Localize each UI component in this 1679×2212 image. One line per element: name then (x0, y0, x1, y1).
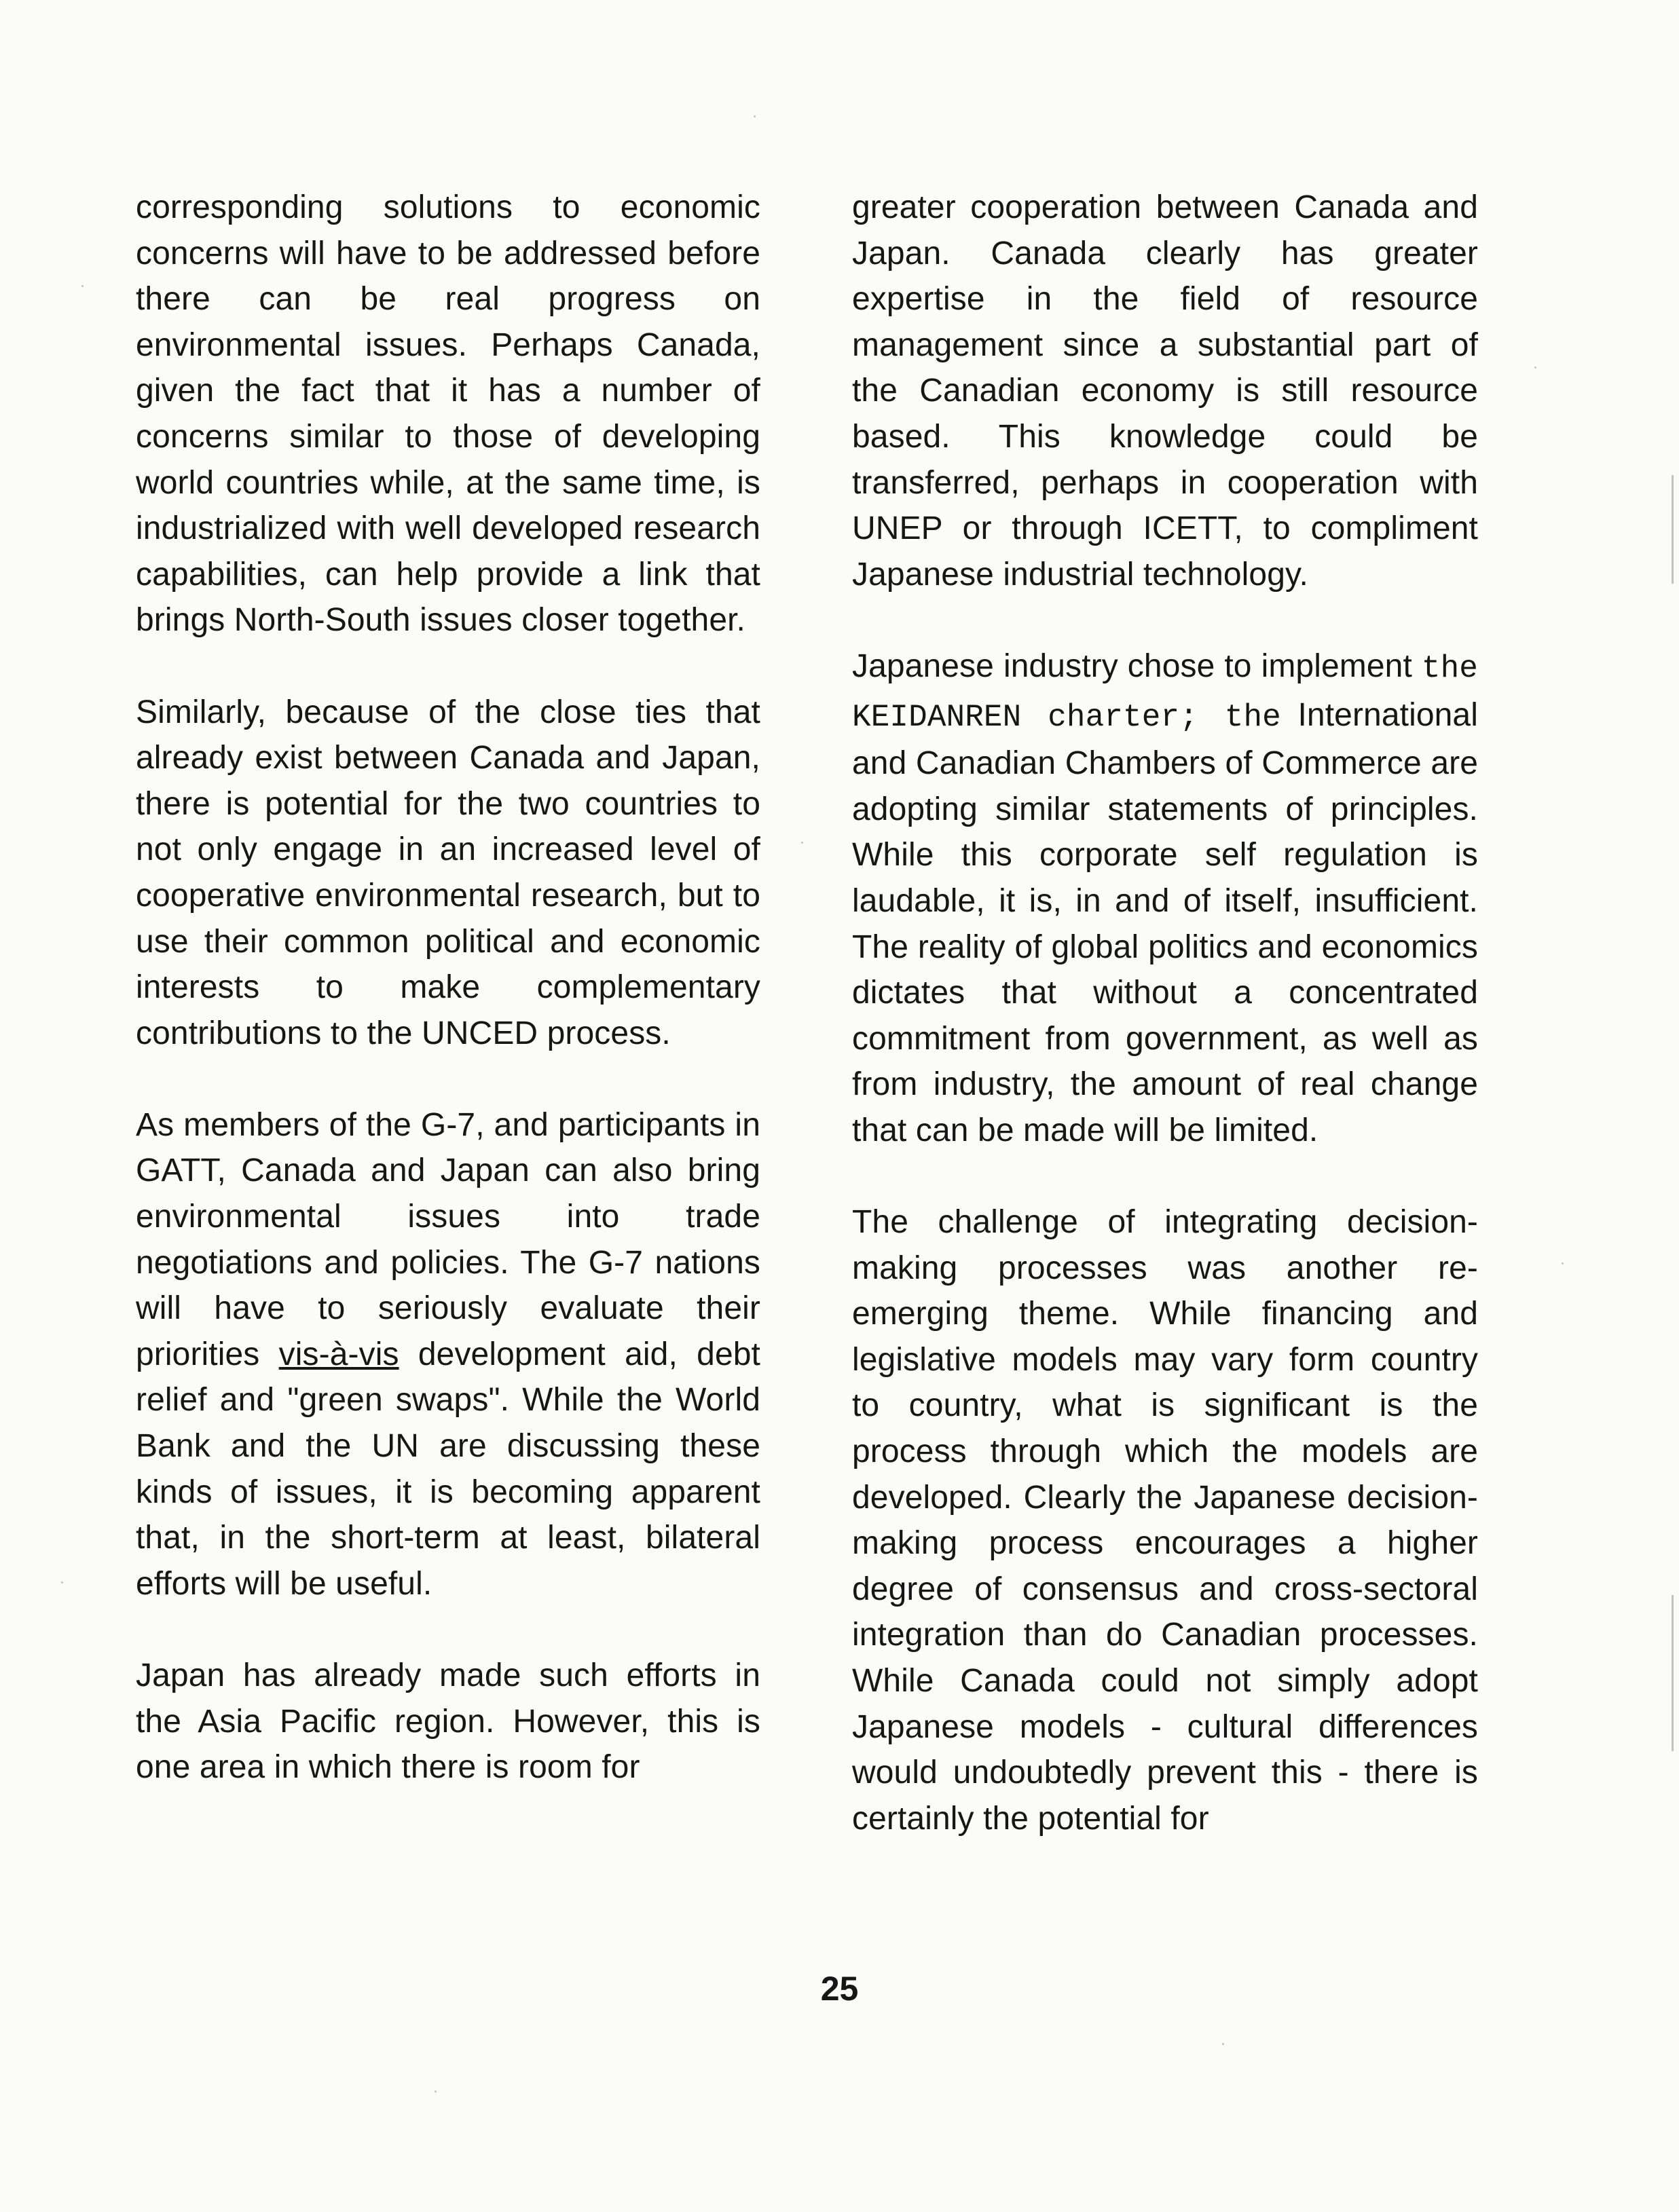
vis-a-vis-underlined: vis-à-vis (278, 1336, 399, 1372)
right-paragraph-2-text-a: Japanese industry chose to implement (852, 648, 1422, 684)
left-paragraph-3-text-b: development aid, debt relief and "green swaps". While the World Bank and the UN are discussing these kinds of issues, it is becoming apparent that, in the short-term at least, bilateral efforts will be useful. (136, 1336, 760, 1602)
right-paragraph-3: The challenge of integrating decision-making processes was another re-emerging theme. While financing and legislative models may vary form country to country, what is significant is the process through which the models are developed. Clearly the Japanese decision-making process encourages a higher degree of consensus and cross-sectoral integration than do Canadian processes. While Canada could not simply adopt Japanese models - cultural differences would undoubtedly prevent this - there is certainly the potential for (852, 1204, 1478, 1837)
scan-speckle (1562, 1262, 1564, 1264)
right-paragraph-1: greater cooperation between Canada and Japan. Canada clearly has greater expertise in the field of resource management since a substantial part of the Canadian economy is still resource based. This knowledge could be transferred, perhaps in cooperation with UNEP or through ICETT, to compliment Japanese industrial technology. (852, 189, 1478, 593)
scan-speckle (754, 115, 756, 117)
scan-edge-mark (1672, 1595, 1674, 1751)
scan-speckle (61, 1581, 63, 1583)
right-paragraph-2-text-b: International and Canadian Chambers of Commerce are adopting similar statements of principles. While this corporate self regulation is laudable, it is, in and of itself, insufficient. The reality of global politics and economics dictates that without a concentrated commitment from government, as well as from industry, the amount of real change that can be made will be limited. (852, 696, 1478, 1148)
scan-speckle (81, 285, 84, 287)
right-column (852, 185, 1478, 1841)
left-paragraph-2: Similarly, because of the close ties that already exist between Canada and Japan, there is potential for the two countries to not only engage in an increased level of cooperative environmental research, but to use their common political and economic interests to make complementary contributions to the UNCED process. (136, 694, 760, 1051)
scan-speckle (1222, 2043, 1224, 2045)
keidanren-charter-text: the KEIDANREN charter; the (852, 650, 1478, 735)
left-paragraph-1: corresponding solutions to economic concerns will have to be addressed before there can be real progress on environmental issues. Perhaps Canada, given the fact that it has a number of concerns similar to those of developing world countries while, at the same time, is industrialized with well developed research capabilities, can help provide a link that brings North-South issues closer together. (136, 189, 760, 639)
left-column (136, 185, 760, 1791)
left-paragraph-3 (136, 1102, 760, 1607)
scan-speckle (1534, 367, 1536, 369)
right-paragraph-2 (852, 643, 1478, 1154)
left-paragraph-4: Japan has already made such efforts in the Asia Pacific region. However, this is one area in which there is room for (136, 1657, 760, 1786)
scan-speckle (435, 2091, 437, 2093)
scan-speckle (801, 842, 803, 844)
left-paragraph-3-text-a: As members of the G-7, and participants in GATT, Canada and Japan can also bring environmental issues into trade negotiations and policies. The G-7 nations will have to seriously evaluate their priorities (136, 1106, 760, 1372)
scan-edge-mark (1672, 475, 1674, 584)
page-number: 25 (820, 1970, 859, 2008)
